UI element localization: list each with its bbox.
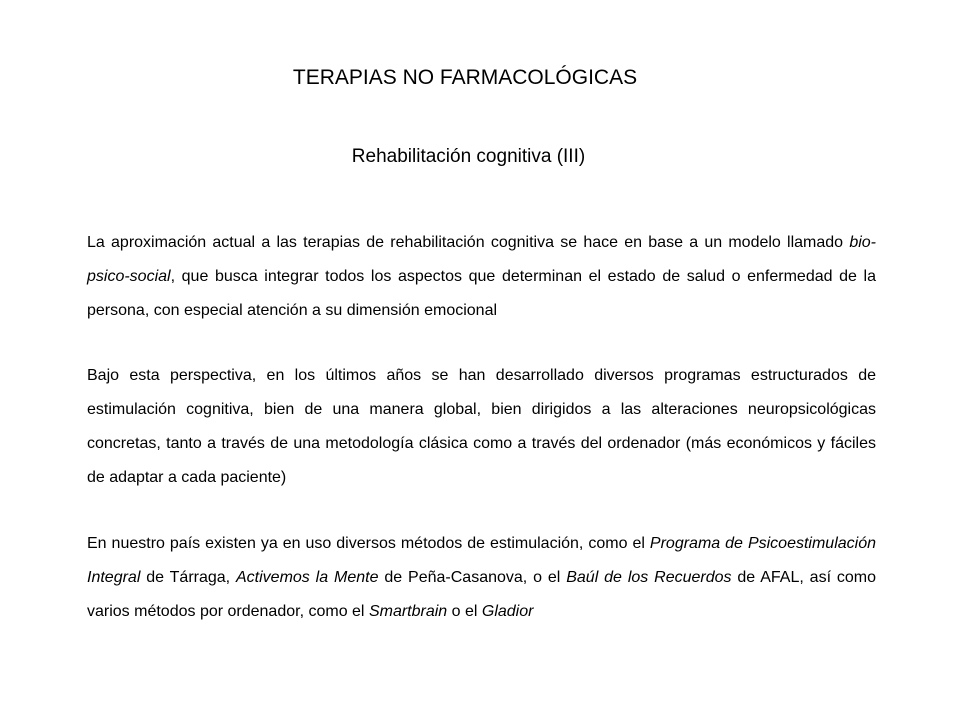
- program-gladior: Gladior: [481, 603, 534, 620]
- paragraph-model-text-a: La aproximación actual a las terapias de rehabilitación cognitiva se hace en base a un modelo llamado: [87, 234, 850, 251]
- paragraph-model-text-b: , que busca integrar todos los aspectos que determinan el estado de salud o enfermedad de la persona, con especial atención a su dimensión emocional: [87, 268, 876, 319]
- program-activemos: Activemos la Mente: [236, 569, 379, 586]
- bio-psico-social-term: bio-psico-social: [87, 234, 876, 285]
- paragraph-model: [87, 226, 876, 328]
- program-psicoestimulacion: Programa de Psicoestimulación Integral: [87, 535, 876, 586]
- slide-title: TERAPIAS NO FARMACOLÓGICAS: [292, 66, 638, 89]
- paragraph-methods-text-c: de Peña-Casanova, o el: [378, 569, 567, 586]
- program-smartbrain: Smartbrain: [368, 603, 448, 620]
- program-baul: Baúl de los Recuerdos: [566, 569, 732, 586]
- paragraph-methods-text-b: de Tárraga,: [140, 569, 236, 586]
- paragraph-programs: Bajo esta perspectiva, en los últimos años se han desarrollado diversos programas estructurados de estimulación cognitiva, bien de una manera global, bien dirigidos a las alteraciones neuropsicológicas concretas, tanto a través de una metodología clásica como a través del ordenador (más económicos y fáciles de adaptar a cada paciente): [87, 367, 876, 486]
- slide-subtitle: Rehabilitación cognitiva (III): [351, 146, 586, 167]
- paragraph-methods-text-a: En nuestro país existen ya en uso diversos métodos de estimulación, como el: [87, 535, 650, 552]
- paragraph-methods-text-d: de AFAL, así como varios métodos por ordenador, como el: [87, 569, 877, 620]
- paragraph-methods: [87, 527, 876, 629]
- paragraph-methods-text-e: o el: [447, 603, 482, 620]
